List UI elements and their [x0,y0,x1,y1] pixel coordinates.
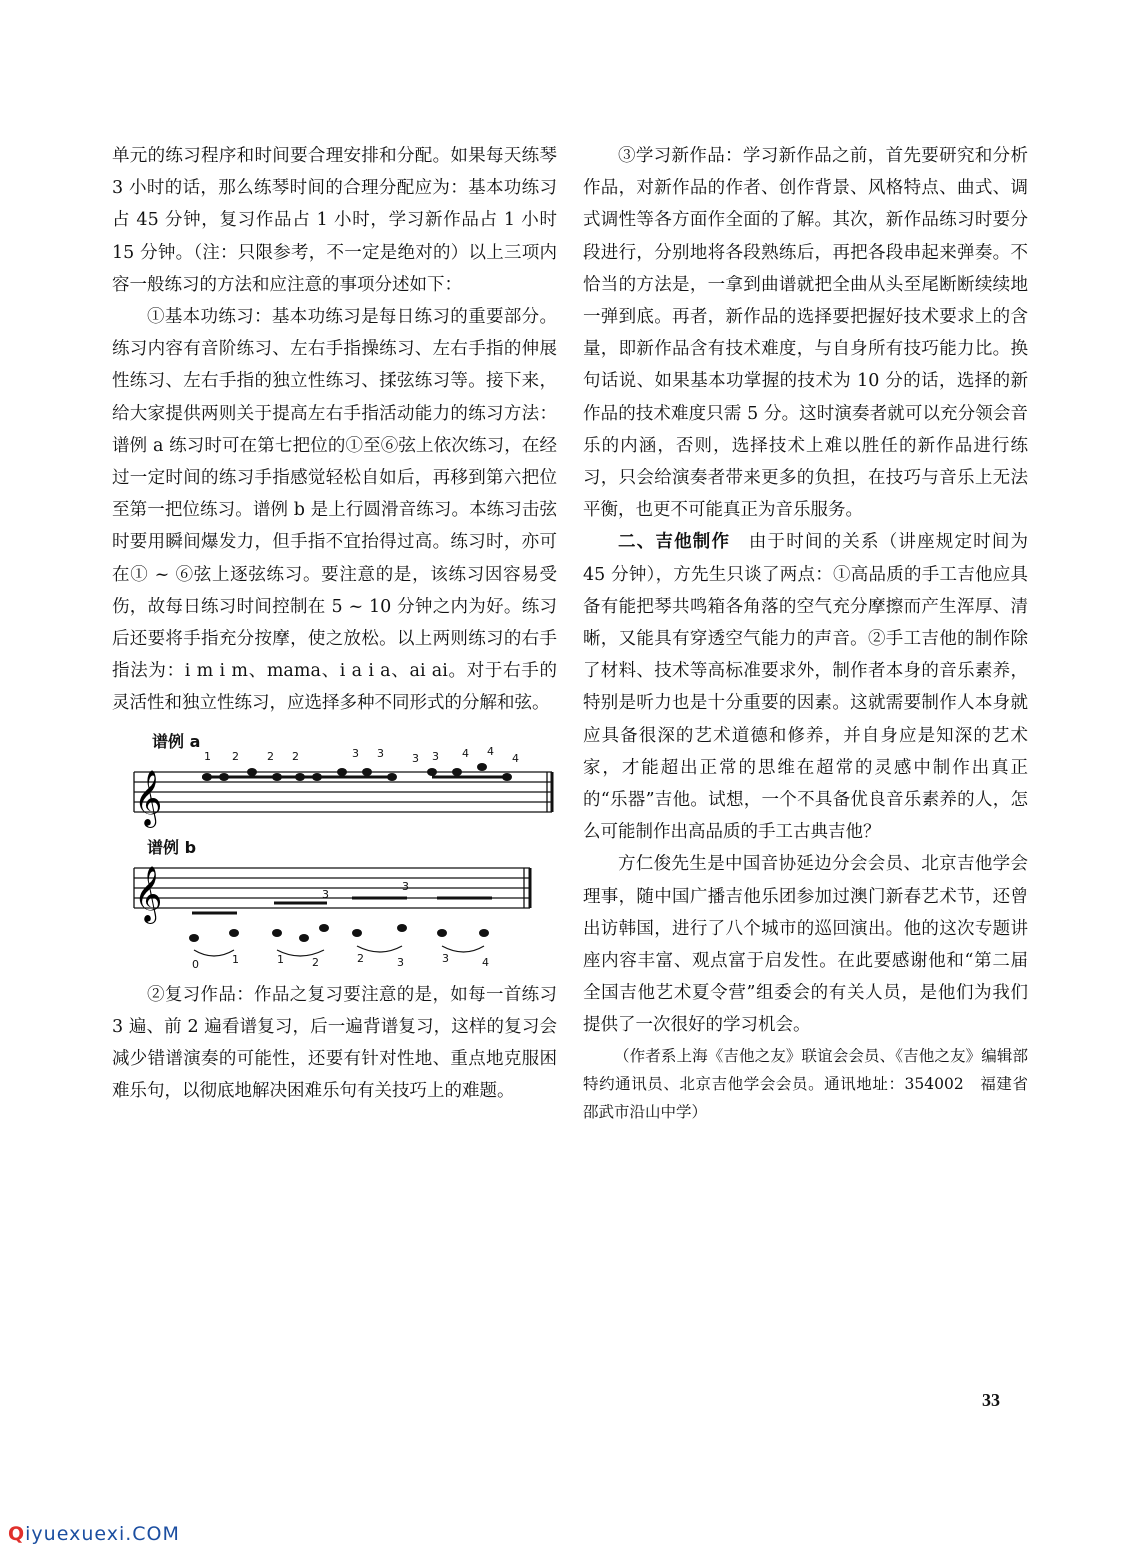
score-b-fingering [192,880,489,971]
svg-text:3: 3 [442,951,449,965]
section-heading-guitar-making: 二、吉他制作 [618,532,731,553]
left-paragraph-basic-practice: ①基本功练习：基本功练习是每日练习的重要部分。练习内容有音阶练习、左右手指操练习、左右手指的伸展性练习、左右手指的独立性练习、揉弦练习等。接下来，给大家提供两则关于提高左右手指活动能力的练习方法：谱例 a 练习时可在第七把位的①至⑥弦上依次练习，在经过一定时间的练习手指感觉轻松自如后，再移到第六把位至第一把位练习。谱例 b 是上行圆滑音练习。本练习击弦时要用瞬间爆发力，但手指不宜抬得过高。练习时，亦可在① ~ ⑥弦上逐弦练习。要注意的是，该练习因容易受伤，故每日练习时间控制在 5 ~ 10 分钟之内为好。练习后还要将手指充分按摩，使之放松。以上两则练习的右手指法为：i m i m、mama、i a i a、ai ai。对于右手的灵活性和独立性练习，应选择多种不同形式的分解和弦。 [112,307,557,714]
svg-text:2: 2 [312,955,319,969]
svg-text:3: 3 [352,746,359,760]
guitar-making-body: 由于时间的关系（讲座规定时间为 45 分钟），方先生只谈了两点：①高品质的手工吉他应具备有能把琴共鸣箱各角落的空气充分摩擦而产生浑厚、清晰，又能具有穿透空气能力的声音。②手工吉他的制作除了材料、技术等高标准要求外，制作者本身的音乐素养，特别是听力也是十分重要的因素。这就需要制作人本身就应具备很深的艺术道德和修养，并自身应是知深的艺术家，才能超出正常的思维在超常的灵感中制作出真正的“乐器”吉他。试想，一个不具备优良音乐素养的人，怎么可能制作出高品质的手工古典吉他？ [583,532,1029,843]
svg-text:0: 0 [192,957,199,971]
score-a-staff [112,744,557,832]
author-note: （作者系上海《吉他之友》联谊会会员、《吉他之友》编辑部特约通讯员、北京吉他学会会员。通讯地址：354002 福建省邵武市沿山中学） [583,1046,1028,1121]
svg-text:4: 4 [487,744,494,758]
score-b-caption: 谱例 b [147,837,197,857]
watermark [8,1523,180,1545]
treble-clef-a-icon: 𝄞 [134,769,163,826]
right-paragraph-author: 方仁俊先生是中国音协延边分会会员、北京吉他学会理事，随中国广播吉他乐团参加过澳门新春艺术节，还曾出访韩国，进行了八个城市的巡回演出。他的这次专题讲座内容丰富、观点富于启发性。在此要感谢他和“第二届全国吉他艺术夏令营”组委会的有关人员，是他们为我们提供了一次很好的学习机会。 [583,854,1028,1036]
right-column [583,140,1028,1126]
svg-text:3: 3 [377,746,384,760]
right-paragraph-new-works: ③学习新作品：学习新作品之前，首先要研究和分析作品，对新作品的作者、创作背景、风格特点、曲式、调式调性等各方面作全面的了解。其次，新作品练习时要分段进行，分别地将各段熟练后，再把各段串起来弹奏。不恰当的方法是，一拿到曲谱就把全曲从头至尾断断续续地一弹到底。再者，新作品的选择要把握好技术要求上的含量，即新作品含有技术难度，与自身所有技巧能力比。换句话说、如果基本功掌握的技术为 10 分的话，选择的新作品的技术难度只需 5 分。这时演奏者就可以充分领会音乐的内涵，否则，选择技术上难以胜任的新作品进行练习，只会给演奏者带来更多的负担，在技巧与音乐上无法平衡，也更不可能真正为音乐服务。 [583,146,1028,521]
svg-text:3: 3 [402,879,409,893]
score-b-staff [112,858,557,973]
svg-text:4: 4 [482,955,489,969]
svg-text:3: 3 [322,887,329,901]
svg-text:4: 4 [462,746,469,760]
svg-text:2: 2 [357,951,364,965]
page-number: 33 [982,1390,1000,1410]
svg-text:3: 3 [412,751,419,765]
svg-text:3: 3 [397,955,404,969]
svg-text:2: 2 [232,749,239,763]
left-column [112,140,557,1107]
svg-text:1: 1 [232,952,239,966]
svg-text:2: 2 [267,749,274,763]
score-a-caption: 谱例 a [152,731,201,751]
treble-clef-b-icon: 𝄞 [134,865,163,922]
svg-text:4: 4 [512,751,519,765]
right-paragraph-guitar-making [583,526,1028,848]
watermark-prefix: Q [8,1523,26,1545]
watermark-text: iyuexuexi.COM [25,1523,180,1545]
svg-text:1: 1 [204,749,211,763]
score-example-a [112,732,557,973]
svg-text:1: 1 [277,952,284,966]
svg-text:2: 2 [292,749,299,763]
svg-text:3: 3 [432,749,439,763]
left-paragraph-review: ②复习作品：作品之复习要注意的是，如每一首练习 3 遍、前 2 遍看谱复习，后一遍背谱复习，这样的复习会减少错谱演奏的可能性，还要有针对性地、重点地克服困难乐句，以彻底地解决困难乐句有关技巧上的难题。 [112,984,557,1102]
left-paragraph-1: 单元的练习程序和时间要合理安排和分配。如果每天练琴 3 小时的话，那么练琴时间的合理分配应为：基本功练习占 45 分钟，复习作品占 1 小时，学习新作品占 1 小时 15 分钟。（注：只限参考，不一定是绝对的）以上三项内容一般练习的方法和应注意的事项分述如下： [112,146,557,295]
